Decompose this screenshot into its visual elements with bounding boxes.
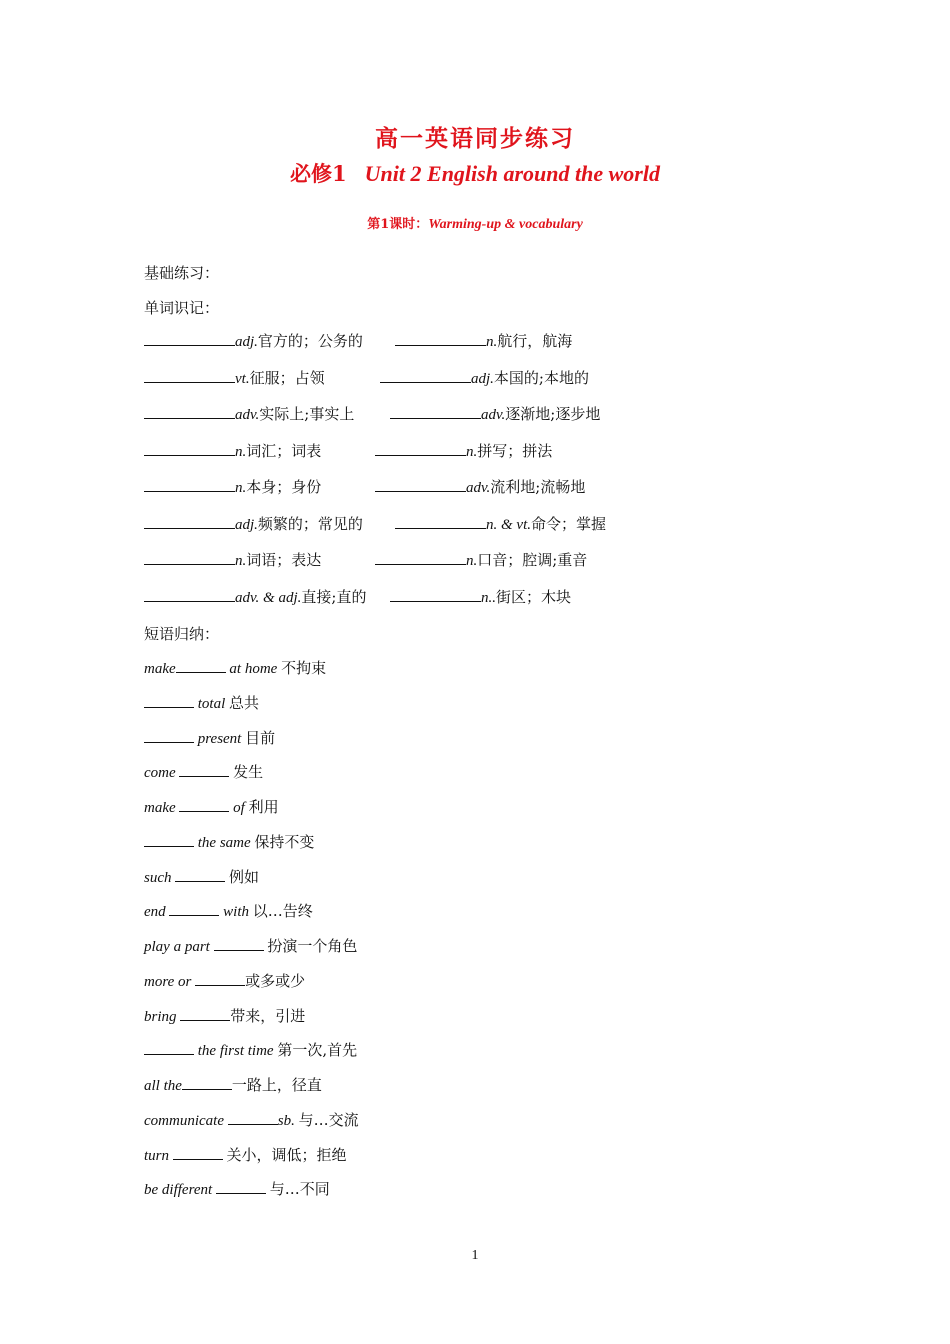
answer-blank[interactable] [144,832,194,847]
phrase-meaning: 与…交流 [298,1110,359,1129]
phrase-suffix: at home [225,661,282,677]
definition: 本身；身份 [246,478,322,496]
answer-blank[interactable] [375,441,466,456]
phrase-item [144,1178,330,1199]
phrase-meaning: 带来，引进 [230,1006,306,1025]
phrase-suffix: total [194,695,230,712]
definition: 航行，航海 [497,332,573,350]
answer-blank[interactable] [169,901,219,916]
phrase-item [144,1074,322,1095]
vocab-right [390,403,600,424]
phrase-item [144,727,275,748]
phrase-suffix: with [219,904,253,921]
phrase-item [144,657,326,678]
answer-blank[interactable] [375,477,466,492]
answer-blank[interactable] [173,1145,223,1160]
answer-blank[interactable] [144,728,194,743]
phrase-meaning: 与…不同 [269,1180,330,1199]
vocab-left [144,330,363,351]
phrase-meaning: 或多或少 [245,971,306,990]
answer-blank[interactable] [214,936,264,951]
answer-blank[interactable] [144,404,235,419]
answer-blank[interactable] [144,331,235,346]
phrase-suffix: sb. [277,1112,299,1129]
phrase-item [144,900,313,921]
vocab-left [144,513,363,534]
phrase-item [144,1109,359,1130]
answer-blank[interactable] [182,1075,232,1090]
vocab-left [144,367,325,388]
phrase-item [144,1144,347,1165]
answer-blank[interactable] [144,1040,194,1055]
answer-blank[interactable] [375,550,466,565]
definition: 本国的;本地的 [493,368,589,387]
part-of-speech: adj. [235,516,258,533]
answer-blank[interactable] [179,797,229,812]
vocab-right [375,440,552,461]
phrase-item [144,1005,305,1026]
lesson-title-en: Warming-up & vocabulary [428,217,583,232]
answer-blank[interactable] [144,368,235,383]
page-title: 高一英语同步练习 [375,125,575,152]
part-of-speech: n. [235,480,247,496]
phrase-prefix: make [144,800,180,816]
phrase-meaning: 扮演一个角色 [267,937,358,955]
vocab-right [395,330,572,351]
phrase-suffix: of [229,800,249,816]
answer-blank[interactable] [395,514,486,529]
unit-title-en: Unit 2 English around the world [364,161,660,186]
phrase-meaning: 关小，调低；拒绝 [226,1145,347,1164]
definition: 词汇；词表 [246,441,322,460]
phrase-prefix: communicate [144,1112,228,1129]
answer-blank[interactable] [180,1006,230,1021]
phrase-suffix: the first time [194,1043,278,1060]
phrase-item [144,761,263,782]
vocab-left [144,549,321,570]
phrase-item [144,692,259,713]
part-of-speech: n. & vt. [486,516,531,533]
phrase-prefix: all the [144,1078,182,1094]
vocab-right [380,367,589,388]
unit-title [0,158,950,188]
answer-blank[interactable] [144,550,235,565]
vocab-left [144,403,354,424]
definition: 逐渐地;逐步地 [505,405,601,423]
phrase-meaning: 保持不变 [254,832,315,851]
phrase-meaning: 发生 [233,763,264,782]
lesson-title-cn: 第1课时： [367,217,429,232]
phrase-meaning: 一路上，径直 [231,1076,322,1094]
answer-blank[interactable] [179,762,229,777]
part-of-speech: n.. [481,589,496,606]
phrase-meaning: 例如 [229,867,260,886]
answer-blank[interactable] [216,1179,266,1194]
section-phrases: 短语归纳： [144,625,220,643]
definition: 口音；腔调;重音 [477,551,588,569]
part-of-speech: n. [466,443,478,460]
phrase-item [144,1039,357,1060]
definition: 词语；表达 [246,551,322,569]
part-of-speech: adv. & adj. [235,589,302,606]
answer-blank[interactable] [144,477,235,492]
part-of-speech: adj. [471,370,494,387]
definition: 命令；掌握 [531,514,607,533]
part-of-speech: n. [235,443,247,460]
phrase-item [144,970,305,991]
phrase-prefix: more or [144,973,196,990]
answer-blank[interactable] [144,587,235,602]
phrase-item [144,935,357,956]
answer-blank[interactable] [144,693,194,708]
definition: 官方的；公务的 [257,332,363,350]
answer-blank[interactable] [390,587,481,602]
phrase-meaning: 目前 [245,728,276,747]
answer-blank[interactable] [144,441,235,456]
definition: 流利地;流畅地 [490,478,586,496]
definition: 拼写；拼法 [477,441,553,460]
part-of-speech: n. [235,553,247,569]
definition: 频繁的；常见的 [257,514,363,533]
unit-title-cn: 必修1 [290,161,347,186]
phrase-meaning: 第一次,首先 [277,1041,358,1060]
phrase-prefix: end [144,904,170,921]
phrase-prefix: be different [144,1182,216,1199]
answer-blank[interactable] [380,368,471,383]
section-basic: 基础练习： [144,264,220,282]
phrase-prefix: make [144,661,176,677]
answer-blank[interactable] [144,514,235,529]
phrase-prefix: play a part [144,939,214,955]
page-number: 1 [471,1248,479,1263]
phrase-meaning: 利用 [248,798,279,816]
vocab-left [144,440,321,461]
phrase-suffix: the same [194,834,255,851]
phrase-prefix: bring [144,1008,181,1025]
part-of-speech: adj. [235,334,258,350]
phrase-meaning: 不拘束 [281,659,327,677]
phrase-prefix: come [144,765,180,782]
definition: 直接;直的 [301,587,367,606]
phrase-item [144,866,259,887]
vocab-right [375,549,587,570]
phrase-prefix: such [144,869,176,886]
section-words: 单词识记： [144,299,220,317]
vocab-right [390,586,571,607]
answer-blank[interactable] [195,971,245,986]
answer-blank[interactable] [175,867,225,882]
vocab-left [144,586,366,607]
definition: 征服；占领 [249,368,325,387]
phrase-suffix: present [194,730,246,747]
phrase-item [144,796,279,817]
answer-blank[interactable] [395,331,486,346]
answer-blank[interactable] [390,404,481,419]
answer-blank[interactable] [176,658,226,673]
part-of-speech: n. [466,553,478,569]
phrase-meaning: 总共 [229,693,260,712]
definition: 实际上;事实上 [259,405,355,423]
part-of-speech: vt. [235,370,250,387]
part-of-speech: adv. [481,407,506,423]
lesson-title [0,213,950,233]
part-of-speech: adv. [466,480,491,496]
phrase-prefix: turn [144,1147,173,1164]
vocab-left [144,476,321,497]
vocab-right [395,513,606,534]
part-of-speech: adv. [235,407,260,423]
phrase-item [144,831,314,852]
phrase-meaning: 以…告终 [252,902,313,921]
answer-blank[interactable] [228,1110,278,1125]
part-of-speech: n. [486,334,498,350]
vocab-right [375,476,585,497]
definition: 街区；木块 [496,587,572,606]
